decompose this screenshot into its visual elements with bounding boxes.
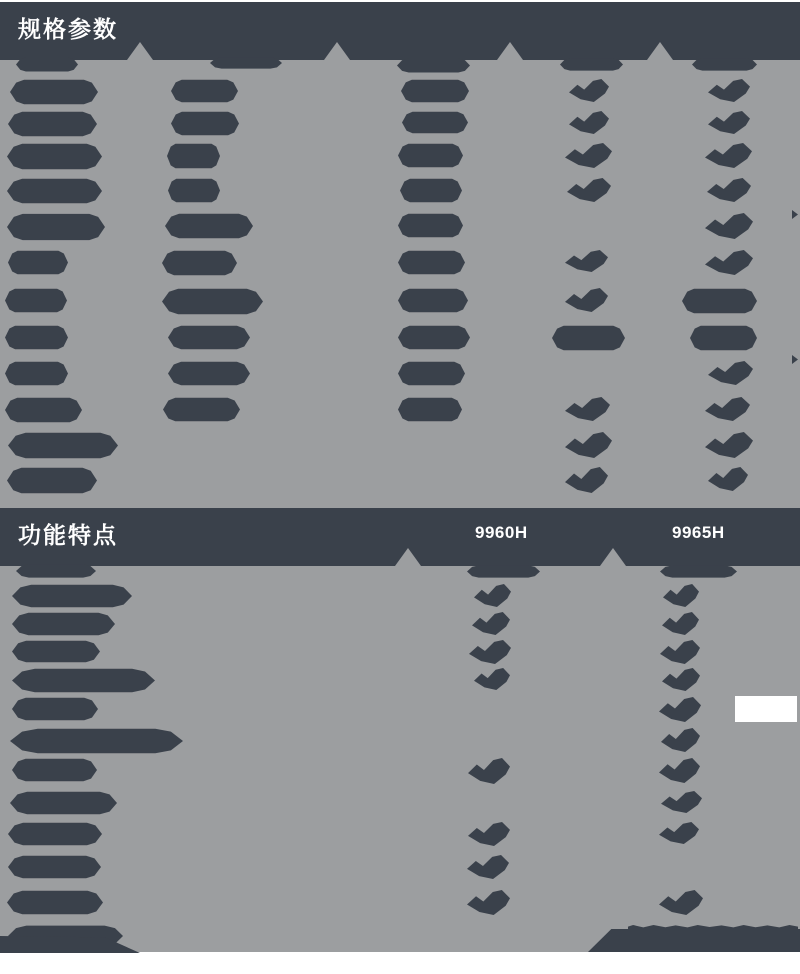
redacted-text <box>552 325 625 351</box>
redacted-text <box>398 288 468 313</box>
section-title-specs: 规格参数 <box>18 16 118 42</box>
redacted-text <box>12 697 98 721</box>
redacted-column-header <box>16 564 96 578</box>
redacted-text <box>398 213 463 238</box>
redacted-text <box>12 758 97 782</box>
redacted-text <box>10 728 183 754</box>
redacted-text <box>398 250 465 275</box>
redacted-text <box>10 791 117 815</box>
redacted-text <box>400 178 462 203</box>
redacted-text <box>7 890 103 915</box>
bottom-right-cutoff-bar <box>588 929 800 952</box>
redacted-text <box>398 143 463 168</box>
redacted-column-header <box>692 58 757 71</box>
redacted-text <box>8 432 118 459</box>
column-label-9960h: 9960H <box>475 523 528 542</box>
redacted-text <box>398 325 470 350</box>
redacted-text <box>8 111 97 137</box>
redacted-text <box>7 467 97 494</box>
redacted-text <box>168 361 250 386</box>
redacted-text <box>690 325 757 351</box>
redacted-text <box>167 143 220 169</box>
redacted-text <box>171 79 238 103</box>
redacted-text <box>12 640 100 663</box>
redacted-text <box>12 612 115 636</box>
redacted-column-header <box>397 58 470 73</box>
redacted-text <box>682 288 757 314</box>
redacted-text <box>12 668 155 693</box>
redacted-column-header <box>210 57 282 69</box>
section-title-features: 功能特点 <box>18 522 118 548</box>
redacted-text <box>165 213 253 239</box>
white-patch <box>735 696 797 722</box>
redacted-text <box>8 855 101 879</box>
section-header-bar-features <box>0 508 800 566</box>
column-label-9965h: 9965H <box>672 523 725 542</box>
redacted-text <box>12 584 132 608</box>
redacted-column-header <box>467 565 540 578</box>
redacted-text <box>5 325 68 350</box>
redacted-text <box>8 822 102 846</box>
redacted-text <box>5 397 82 423</box>
redacted-text <box>162 250 237 276</box>
redacted-text <box>168 325 250 350</box>
redacted-column-header <box>16 57 78 72</box>
redacted-text <box>5 361 68 386</box>
redacted-column-header <box>560 58 623 71</box>
redacted-text <box>401 79 469 103</box>
redacted-column-header <box>660 565 737 578</box>
redacted-text <box>8 250 68 275</box>
redacted-text <box>398 397 462 422</box>
section-header-bar-specs <box>0 2 800 60</box>
redacted-text <box>163 397 240 422</box>
redacted-text <box>7 178 102 204</box>
redacted-text <box>402 111 468 134</box>
redacted-text <box>10 79 98 105</box>
redacted-text <box>7 213 105 241</box>
redacted-text <box>398 361 465 386</box>
redacted-text <box>171 111 239 136</box>
redacted-text <box>168 178 220 203</box>
redacted-text <box>5 288 67 313</box>
redacted-text <box>162 288 263 315</box>
redacted-text <box>7 143 102 170</box>
